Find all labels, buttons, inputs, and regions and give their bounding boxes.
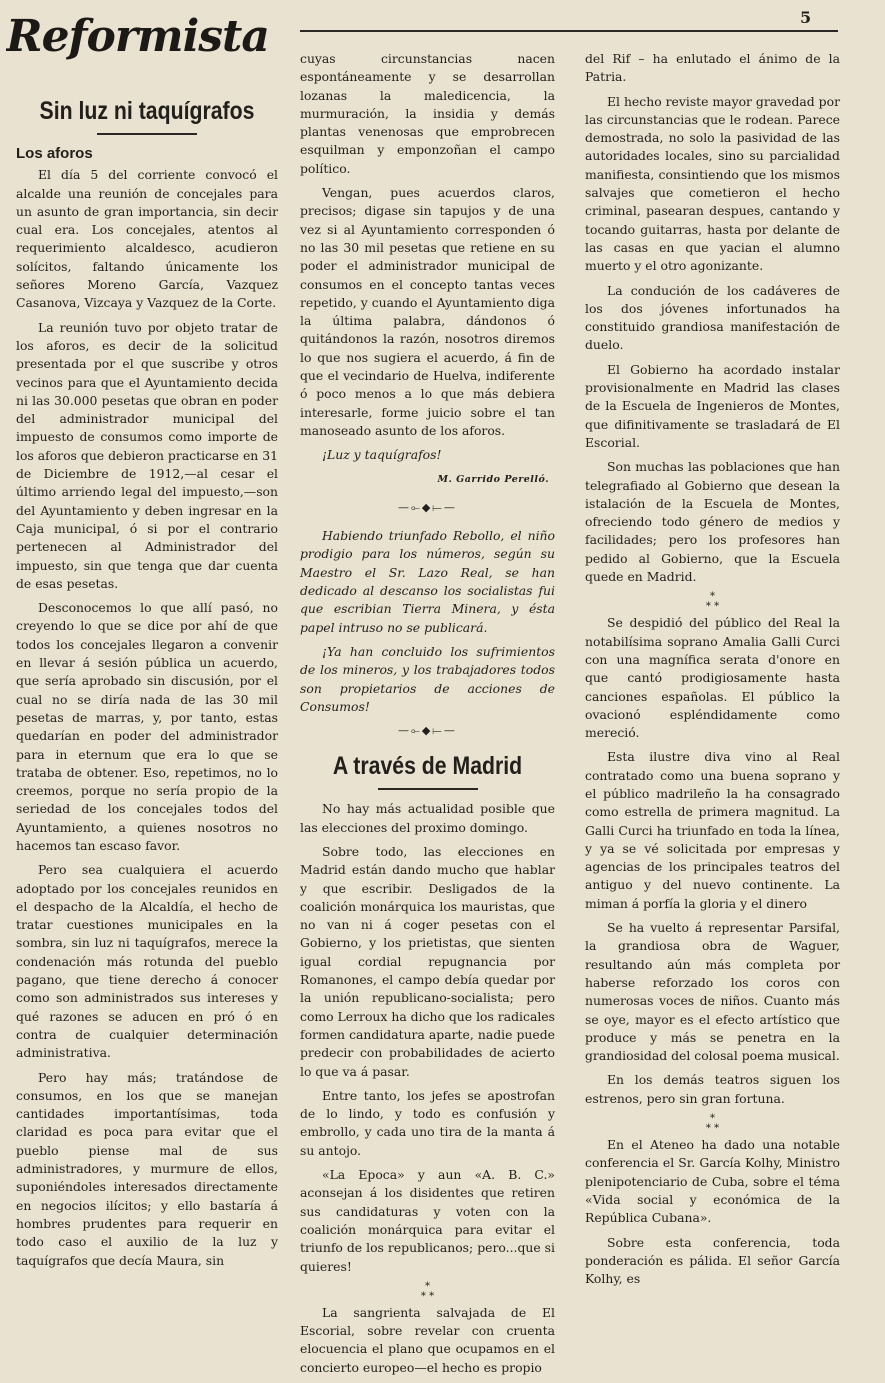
article2-paragraph: «La Epoca» y aun «A. B. C.» aconsejan á los disidentes que retiren sus candidaturas y voten con la coalición monárquica para evitar el triunfo de los republicanos; pero...que si quieres! [300,1167,555,1274]
section-stars: * * * [705,591,720,613]
article1-paragraph: Vengan, pues acuerdos claros, precisos; digase sin tapujos y de una vez si al Ayuntamiento corresponden ó no las 30 mil pesetas que retiene en su poder el administrador municipal de consumos en el concepto tantas veces repetido, y cuando el Ayuntamiento diga la última palabra, dándonos ó quitándonos la razón, nosotros diremos lo que nos sugiera el acuerdo, á fin de que el vecindario de Huelva, indiferente ó poco menos a lo que más debiera interesarle, forme juicio sobre el tan manoseado asunto de los aforos. [300,185,555,438]
article2-paragraph: El Gobierno ha acordado instalar provisionalmente en Madrid las clases de la Escuela de Ingenieros de Montes, que difinitivamente se trasladará de El Escorial. [585,361,840,450]
article2-paragraph: La sangrienta salvajada de El Escorial, sobre revelar con cruenta elocuencia el plano que ocupamos en el concierto europeo—el hecho es propio [300,1304,555,1375]
column-3 [585,50,840,1294]
article2-paragraph: La condución de los cadáveres de los dos jóvenes infortunados ha constituido grandiosa manifestación de duelo. [585,282,840,353]
article-title-madrid: A través de Madrid [332,752,523,781]
article2-paragraph: En los demás teatros siguen los estrenos, pero sin gran fortuna. [585,1072,840,1106]
article2-paragraph: Sobre todo, las elecciones en Madrid están dando mucho que hablar y que escribir. Desligados de la coalición monárquica los mauristas, que no van ni á coger pesetas con el Gobierno, y los prietistas, que sienten igual cordial repugnancia por Romanones, el campo debía quedar por la unión republicano-socialista; pero como Lerroux ha dicho que los radicales formen candidatura aparte, nadie puede predecir con probabilidades de acierto lo que va á pasar. [300,843,555,1079]
article1-paragraph: Pero sea cualquiera el acuerdo adoptado por los concejales reunidos en el despacho de la Alcaldía, el hecho de tratar cuestiones municipales en la sombra, sin luz ni taquígrafos, merece la condenación más rotunda del pueblo pagano, que tiene derecho á conocer como son administrados sus intereses y qué razones se aducen en pró ó en contra de cualquier determinación administrativa. [16,862,278,1061]
column-2 [300,50,555,1383]
section-stars: * * * [420,1280,435,1302]
article1-paragraph: Pero hay más; tratándose de consumos, en los que se manejan cantidades importantísimas, toda claridad es poca para evitar que el pueblo piense mal de sus administradores, y murmure de ellos, suponiéndoles interesados directamente en negocios ilícitos; y ello bastaría á hombres prudentes para requerir en todo caso el auxilio de la luz y taquígrafos que decía Maura, sin [16,1069,278,1268]
page-number: 5 [800,8,812,27]
article1-paragraph: cuyas circunstancias nacen espontáneamente y se desarrollan lozanas la maledicencia, la murmuración, la insidia y demás plantas venenosas que emprobrecen esquilman y emponzoñan el campo político. [300,51,555,176]
article2-paragraph: En el Ateneo ha dado una notable conferencia el Sr. García Kolhy, Ministro plenipotenciario de Cuba, sobre el téma «Vida social y económica de la República Cubana». [585,1137,840,1226]
article1-paragraph: Desconocemos lo que allí pasó, no creyendo lo que se dice por ahí de que todos los concejales llegaron a convenir en llevar á sesión pública un acuerdo, que sería aprobado sin discusión, por el cual no se diría nada de las 30 mil pesetas de marras, y, por tanto, estas quedarían en poder del administrador para in eternum que era lo que se trataba de obtener. Eso, repetimos, no lo creemos, porque no sería propio de la seriedad de los concejales todos del Ayuntamiento, a quienes nosotros no hacemos tan escaso favor. [16,600,278,853]
article2-paragraph: Son muchas las poblaciones que han telegrafiado al Gobierno que desean la istalación de la Escuela de Montes, ofreciendo todo género de medios y facilidades; pero los profesores han pedido al Gobierno, que la Escuela quede en Madrid. [585,459,840,585]
article1-paragraph: La reunión tuvo por objeto tratar de los aforos, es decir de la solicitud presentada por el que suscribe y otros vecinos para que el Ayuntamiento decida ni las 30.000 pesetas que obran en poder del administrador municipal del impuesto de consumos como importe de los aforos que debieron practicarse en 31 de Diciembre de 1912,—al cesar el último arriendo legal del impuesto,—son del Ayuntamiento y deben ingresar en la Caja municipal, ó si por el contrario pertenecen al Administrador del impuesto, sin que tenga que dar cuenta de esas pesetas. [16,319,278,591]
title-rule [378,788,478,790]
article2-paragraph: Sobre esta conferencia, toda ponderación es pálida. El señor García Kolhy, es [585,1234,840,1287]
brief-note [300,527,555,716]
article2-paragraph: del Rif – ha enlutado el ánimo de la Patria. [585,51,840,85]
article2-paragraph: No hay más actualidad posible que las elecciones del proximo domingo. [300,801,555,835]
ornament-divider: —⟜◆⟝— [398,724,457,738]
column-1 [16,95,278,1276]
article1-paragraph: ¡Luz y taquígrafos! [322,447,442,463]
brief-paragraph: ¡Ya han concluido los sufrimientos de los mineros, y los trabajadores todos son propietarios de acciones de Consumos! [300,643,555,714]
article2-paragraph: Se despidió del público del Real la notabilísima soprano Amalia Galli Curci con una magnífica serata d'onore en que cantó prodigiosamente hasta canciones españolas. El público la ovacionó espléndidamente como mereció. [585,615,840,741]
title-rule [97,133,197,135]
article1-signature: M. Garrido Perelló. [437,473,549,485]
article2-paragraph: Esta ilustre diva vino al Real contratado como una buena soprano y el público madrileño la ha consagrado como estrella de primera magnitud. La Galli Curci ha triunfado en toda la línea, y ya se vé solicitada por empresas y agencias de los principales teatros del antiguo y del nuevo continente. La miman á porfía la gloria y el dinero [585,749,840,911]
header-rule [300,30,838,32]
article1-paragraph: El día 5 del corriente convocó el alcalde una reunión de concejales para un asunto de gran importancia, sin decir cual era. Los concejales, atentos al requerimiento alcaldesco, acudieron solícitos, faltando únicamente los señores Moreno García, Vazquez Casanova, Vizcaya y Vazquez de la Corte. [16,167,278,311]
section-stars: * * * [705,1113,720,1135]
masthead-logo: Reformista [6,11,269,62]
article-subtitle-aforos: Los aforos [16,145,93,162]
article2-paragraph: Se ha vuelto á representar Parsifal, la grandiosa obra de Waguer, resultando aún más completa por haberse reforzado los coros con numerosas voces de niños. Cuanto más se oye, mayor es el efecto artístico que produce y más se penetra en la grandiosidad del colosal poema musical. [585,920,840,1064]
brief-paragraph: Habiendo triunfado Rebollo, el niño prodigio para los números, según su Maestro el Sr. Lazo Real, se han dedicado al descanso los socialistas fui que escribian Tierra Minera, y ésta papel intruso no se publicará. [300,528,555,635]
article-title-sin-luz: Sin luz ni taquígrafos [39,97,255,125]
article2-paragraph: El hecho reviste mayor gravedad por las circunstancias que le rodean. Parece demostrada, no solo la pasividad de las autoridades locales, sino su parcialidad manifiesta, consintiendo que los mismos salvajes que cometieron el hecho criminal, pasearan despues, cantando y tocando guitarras, hasta por delante de las casas en que yacian el alumno muerto y el otro agonizante. [585,93,840,274]
ornament-divider: —⟜◆⟝— [398,500,457,514]
article2-paragraph: Entre tanto, los jefes se apostrofan de lo lindo, y todo es confusión y embrollo, y cada uno tira de la manta á su antojo. [300,1087,555,1158]
